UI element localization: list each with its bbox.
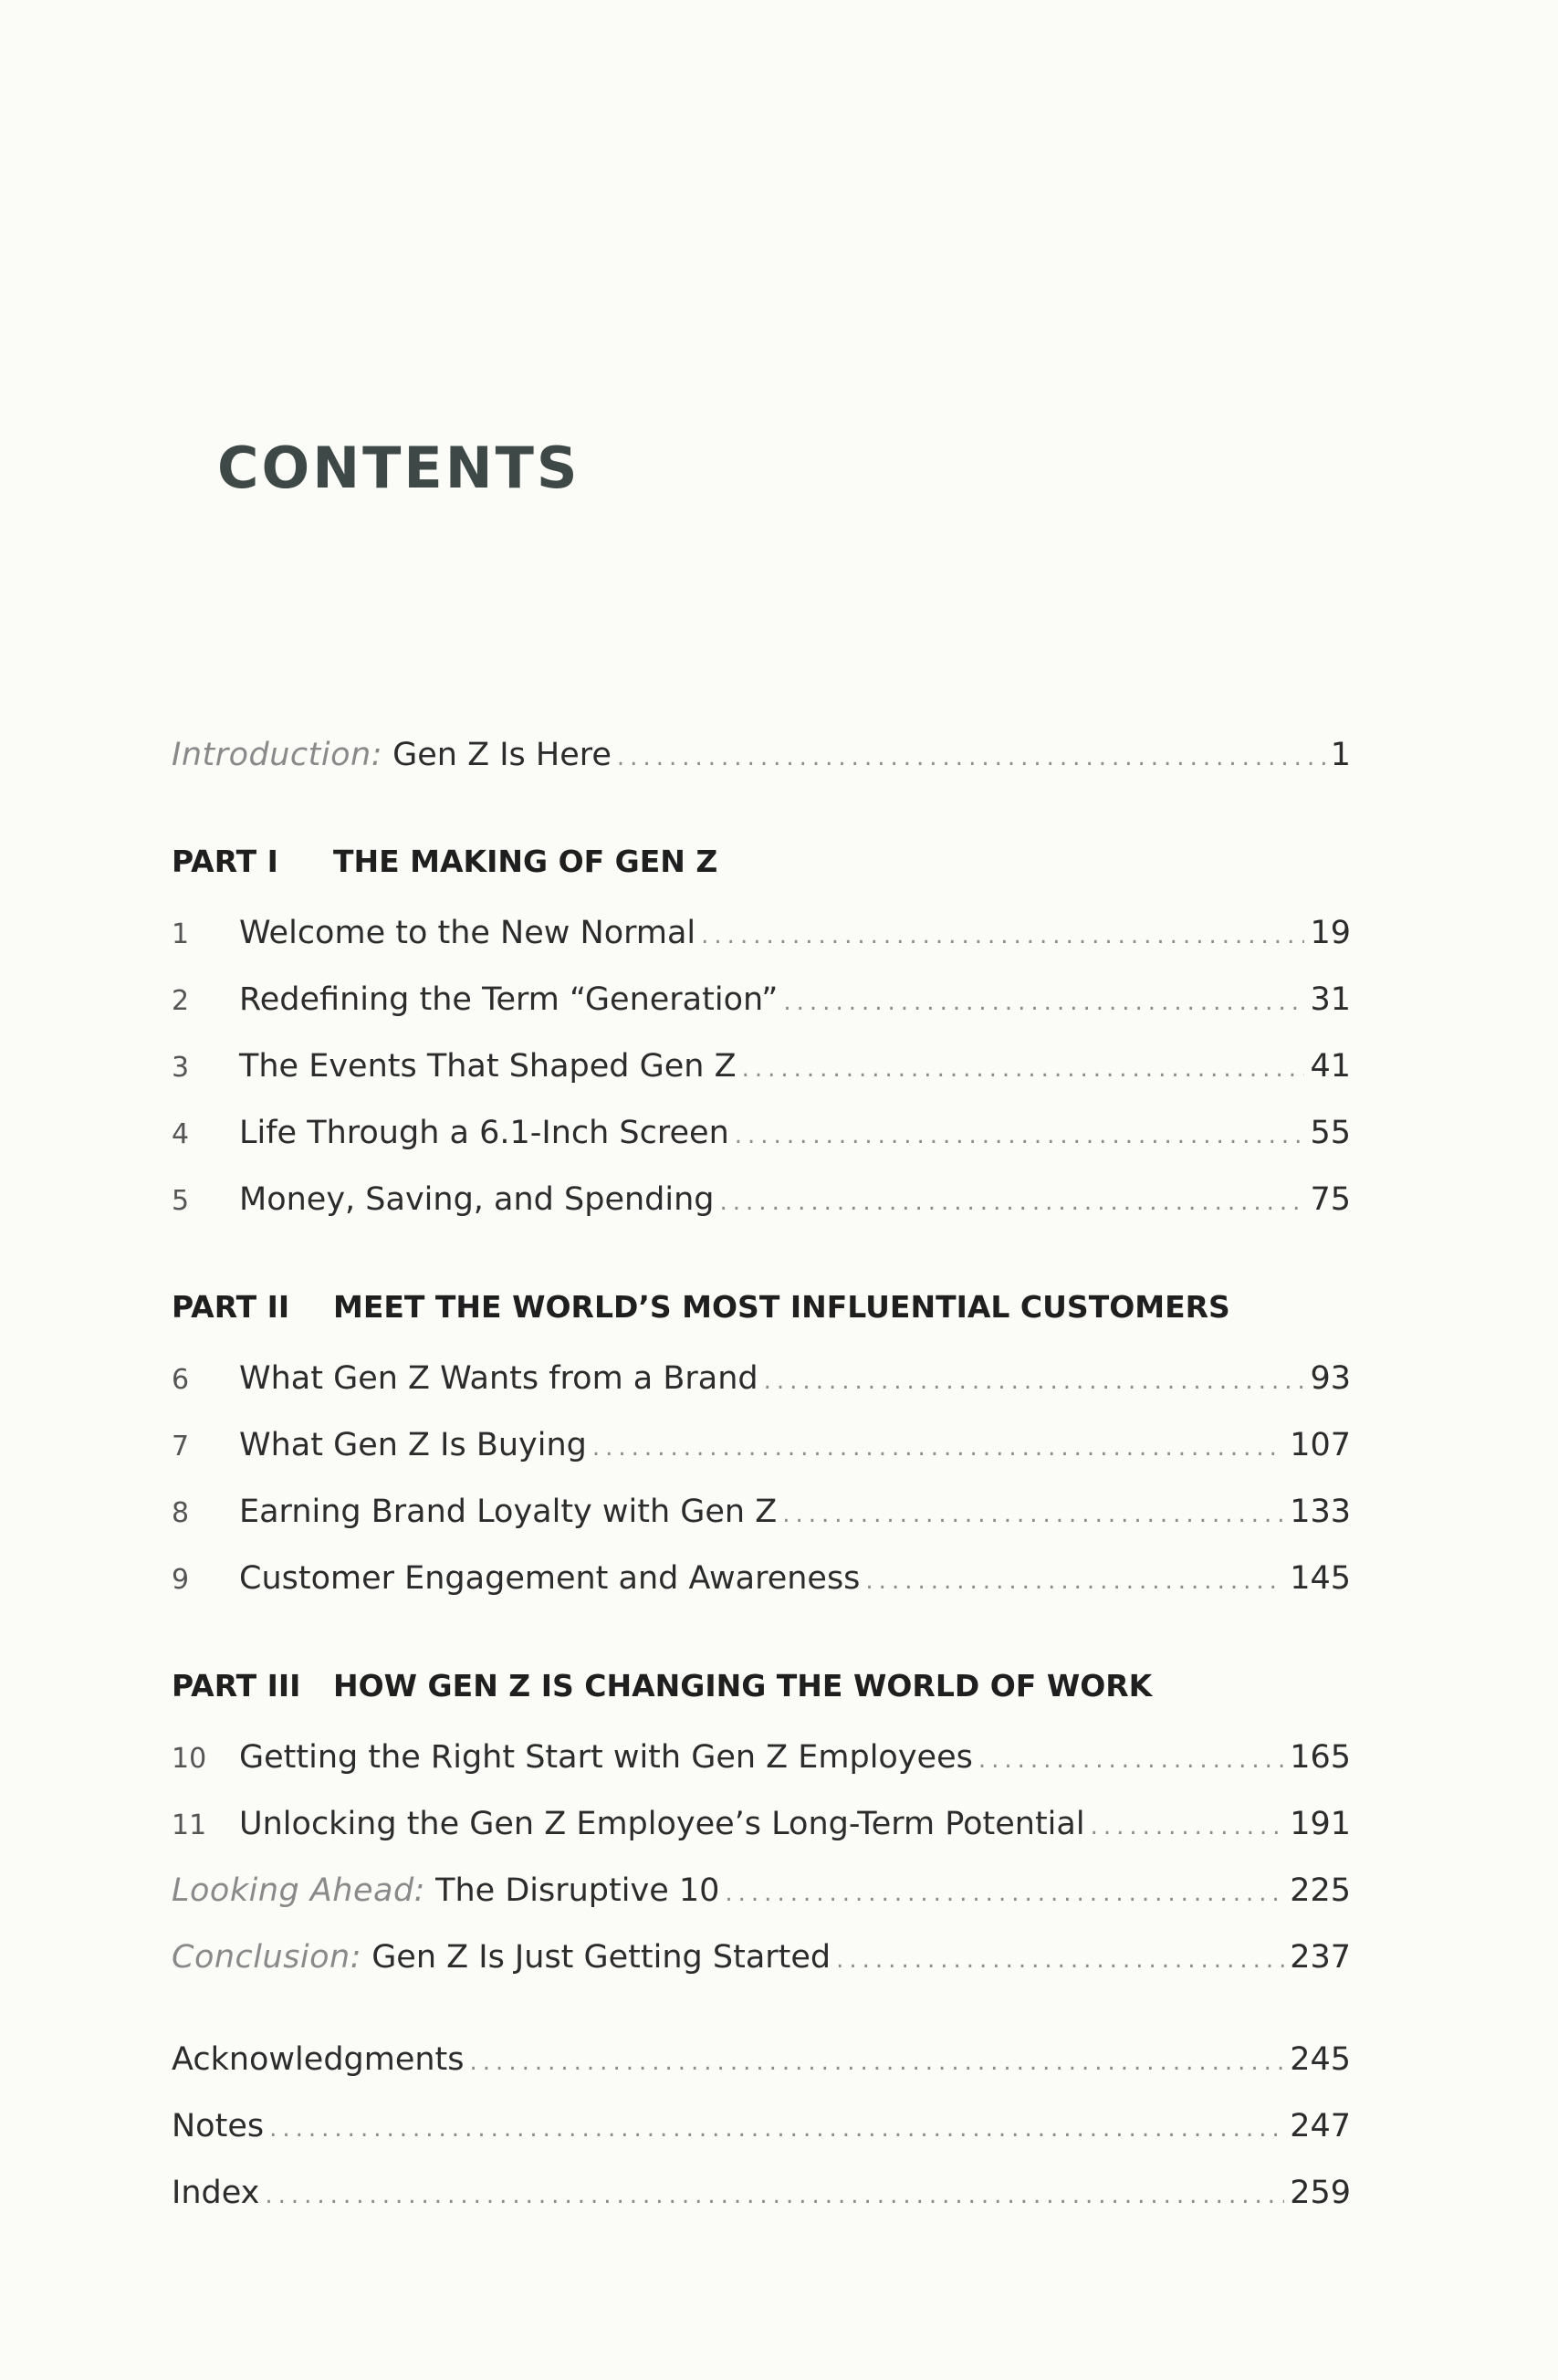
entry-title: Redefining the Term “Generation” [239, 981, 779, 1018]
part-label: PART I [172, 844, 278, 879]
dot-leader [470, 2042, 1285, 2082]
entry-prefix: Conclusion: [172, 1939, 362, 1976]
part-label: PART III [172, 1668, 301, 1704]
page-number: 133 [1290, 1494, 1351, 1530]
toc-entry-introduction[interactable] [172, 735, 1351, 775]
toc-entry-chapter-8[interactable] [172, 1492, 1351, 1532]
dot-leader [265, 2176, 1284, 2216]
chapter-number: 4 [172, 1118, 190, 1150]
page-number: 165 [1290, 1739, 1351, 1776]
entry-title: Welcome to the New Normal [239, 915, 696, 951]
entry-title: Notes [172, 2108, 265, 2144]
toc-entry-index[interactable] [172, 2173, 1351, 2213]
page-number: 245 [1290, 2041, 1351, 2078]
entry-title: Getting the Right Start with Gen Z Employees [239, 1739, 973, 1776]
chapter-number: 9 [172, 1564, 190, 1596]
chapter-number: 8 [172, 1497, 190, 1529]
part-heading-2 [172, 1287, 1351, 1327]
chapter-number: 5 [172, 1185, 190, 1217]
toc-entry-acknowledgments[interactable] [172, 2039, 1351, 2080]
entry-title: Earning Brand Loyalty with Gen Z [239, 1494, 778, 1530]
dot-leader [742, 1049, 1305, 1089]
dot-leader [720, 1182, 1305, 1222]
toc-entry-chapter-11[interactable] [172, 1804, 1351, 1844]
page-title: CONTENTS [217, 435, 580, 501]
page-number: 93 [1310, 1360, 1351, 1397]
chapter-number: 10 [172, 1743, 207, 1775]
part-label: PART II [172, 1289, 290, 1325]
entry-title: Gen Z Is Here [392, 737, 612, 773]
entry-title: The Disruptive 10 [435, 1872, 720, 1909]
page-number: 1 [1330, 737, 1351, 773]
page-number: 247 [1290, 2108, 1351, 2144]
part-title: HOW GEN Z IS CHANGING THE WORLD OF WORK [333, 1668, 1153, 1704]
toc-entry-chapter-4[interactable] [172, 1113, 1351, 1153]
toc-entry-chapter-6[interactable] [172, 1358, 1351, 1399]
toc-entry-chapter-2[interactable] [172, 980, 1351, 1020]
dot-leader [836, 1940, 1284, 1980]
page-number: 237 [1290, 1939, 1351, 1976]
entry-title: The Events That Shaped Gen Z [239, 1048, 737, 1085]
toc-entry-chapter-10[interactable] [172, 1737, 1351, 1777]
dot-leader [782, 1494, 1284, 1535]
dot-leader [701, 916, 1304, 956]
page-number: 41 [1310, 1048, 1351, 1085]
chapter-number: 11 [172, 1809, 207, 1841]
toc-entry-chapter-1[interactable] [172, 913, 1351, 953]
chapter-number: 1 [172, 918, 190, 950]
dot-leader [269, 2109, 1284, 2149]
page-number: 259 [1290, 2175, 1351, 2211]
toc-entry-chapter-7[interactable] [172, 1425, 1351, 1465]
entry-title: Index [172, 2175, 260, 2211]
dot-leader [617, 738, 1325, 778]
dot-leader [865, 1561, 1284, 1601]
dot-leader [978, 1740, 1284, 1780]
dot-leader [592, 1428, 1284, 1468]
entry-title: Acknowledgments [172, 2041, 465, 2078]
entry-title: Unlocking the Gen Z Employee’s Long-Term Potential [239, 1806, 1085, 1842]
entry-title: Life Through a 6.1-Inch Screen [239, 1115, 729, 1151]
toc-entry-chapter-9[interactable] [172, 1558, 1351, 1599]
chapter-number: 7 [172, 1431, 190, 1463]
dot-leader [735, 1116, 1305, 1156]
entry-prefix: Introduction: [172, 737, 383, 773]
chapter-number: 6 [172, 1364, 190, 1396]
page-number: 225 [1290, 1872, 1351, 1909]
part-title: THE MAKING OF GEN Z [333, 844, 718, 879]
dot-leader [783, 982, 1304, 1022]
entry-title: What Gen Z Is Buying [239, 1427, 587, 1463]
entry-prefix: Looking Ahead: [172, 1872, 425, 1909]
chapter-number: 2 [172, 985, 190, 1017]
page-number: 31 [1310, 981, 1351, 1018]
page-number: 19 [1310, 915, 1351, 951]
entry-title: Customer Engagement and Awareness [239, 1560, 861, 1597]
toc-entry-chapter-3[interactable] [172, 1046, 1351, 1086]
dot-leader [1091, 1807, 1285, 1847]
chapter-number: 3 [172, 1052, 190, 1084]
dot-leader [764, 1361, 1305, 1401]
page-number: 145 [1290, 1560, 1351, 1597]
toc-entry-chapter-5[interactable] [172, 1180, 1351, 1220]
page-number: 55 [1310, 1115, 1351, 1151]
part-title: MEET THE WORLD’S MOST INFLUENTIAL CUSTOMERS [333, 1289, 1230, 1325]
entry-title: Gen Z Is Just Getting Started [371, 1939, 831, 1976]
toc-entry-conclusion[interactable] [172, 1937, 1351, 1977]
toc-entry-looking-ahead[interactable] [172, 1871, 1351, 1911]
entry-title: What Gen Z Wants from a Brand [239, 1360, 758, 1397]
page-number: 107 [1290, 1427, 1351, 1463]
part-heading-1 [172, 842, 1351, 882]
page-number: 191 [1290, 1806, 1351, 1842]
dot-leader [725, 1873, 1284, 1913]
entry-title: Money, Saving, and Spending [239, 1181, 715, 1218]
page-number: 75 [1310, 1181, 1351, 1218]
toc-entry-notes[interactable] [172, 2106, 1351, 2146]
part-heading-3 [172, 1666, 1351, 1706]
